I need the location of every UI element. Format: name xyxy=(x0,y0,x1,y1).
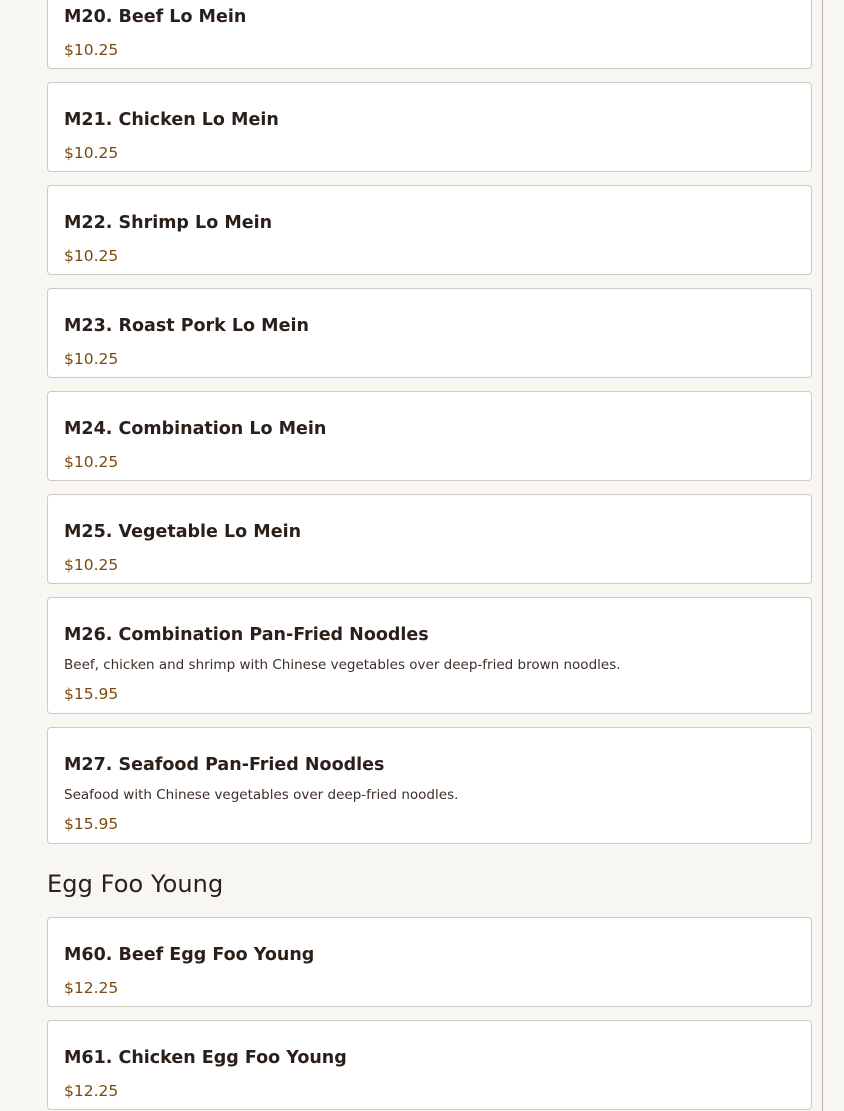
menu-item-card[interactable] xyxy=(47,494,812,584)
menu-item-name: M27. Seafood Pan-Fried Noodles xyxy=(64,755,385,775)
menu-item-name: M61. Chicken Egg Foo Young xyxy=(64,1048,347,1068)
menu-item-card[interactable] xyxy=(47,185,812,275)
menu-item-price: $12.25 xyxy=(64,979,119,997)
content-divider xyxy=(822,0,823,1111)
menu-item-card[interactable] xyxy=(47,597,812,714)
menu-item-name: M25. Vegetable Lo Mein xyxy=(64,522,302,542)
menu-item-card[interactable] xyxy=(47,288,812,378)
menu-item-card[interactable] xyxy=(47,0,812,69)
menu-section-egg-foo-young xyxy=(47,869,812,1110)
menu-item-card[interactable] xyxy=(47,1020,812,1110)
menu-item-name: M21. Chicken Lo Mein xyxy=(64,110,279,130)
menu-list xyxy=(47,0,812,1111)
menu-item-price: $15.95 xyxy=(64,685,119,703)
menu-item-price: $15.95 xyxy=(64,815,119,833)
menu-item-price: $12.25 xyxy=(64,1082,119,1100)
menu-item-description: Seafood with Chinese vegetables over deep-fried noodles. xyxy=(64,787,459,803)
menu-section-lo-mein xyxy=(47,0,812,844)
menu-item-price: $10.25 xyxy=(64,556,119,574)
menu-item-card[interactable] xyxy=(47,727,812,844)
section-heading: Egg Foo Young xyxy=(47,870,224,898)
menu-item-name: M22. Shrimp Lo Mein xyxy=(64,213,273,233)
menu-item-name: M23. Roast Pork Lo Mein xyxy=(64,316,309,336)
menu-item-name: M20. Beef Lo Mein xyxy=(64,7,247,27)
menu-item-card[interactable] xyxy=(47,917,812,1007)
menu-item-price: $10.25 xyxy=(64,247,119,265)
menu-item-name: M24. Combination Lo Mein xyxy=(64,419,327,439)
menu-item-price: $10.25 xyxy=(64,453,119,471)
menu-item-price: $10.25 xyxy=(64,41,119,59)
menu-item-name: M60. Beef Egg Foo Young xyxy=(64,945,315,965)
menu-item-price: $10.25 xyxy=(64,144,119,162)
menu-item-description: Beef, chicken and shrimp with Chinese vegetables over deep-fried brown noodles. xyxy=(64,657,621,673)
menu-item-price: $10.25 xyxy=(64,350,119,368)
menu-item-card[interactable] xyxy=(47,82,812,172)
menu-item-name: M26. Combination Pan-Fried Noodles xyxy=(64,625,429,645)
menu-item-card[interactable] xyxy=(47,391,812,481)
